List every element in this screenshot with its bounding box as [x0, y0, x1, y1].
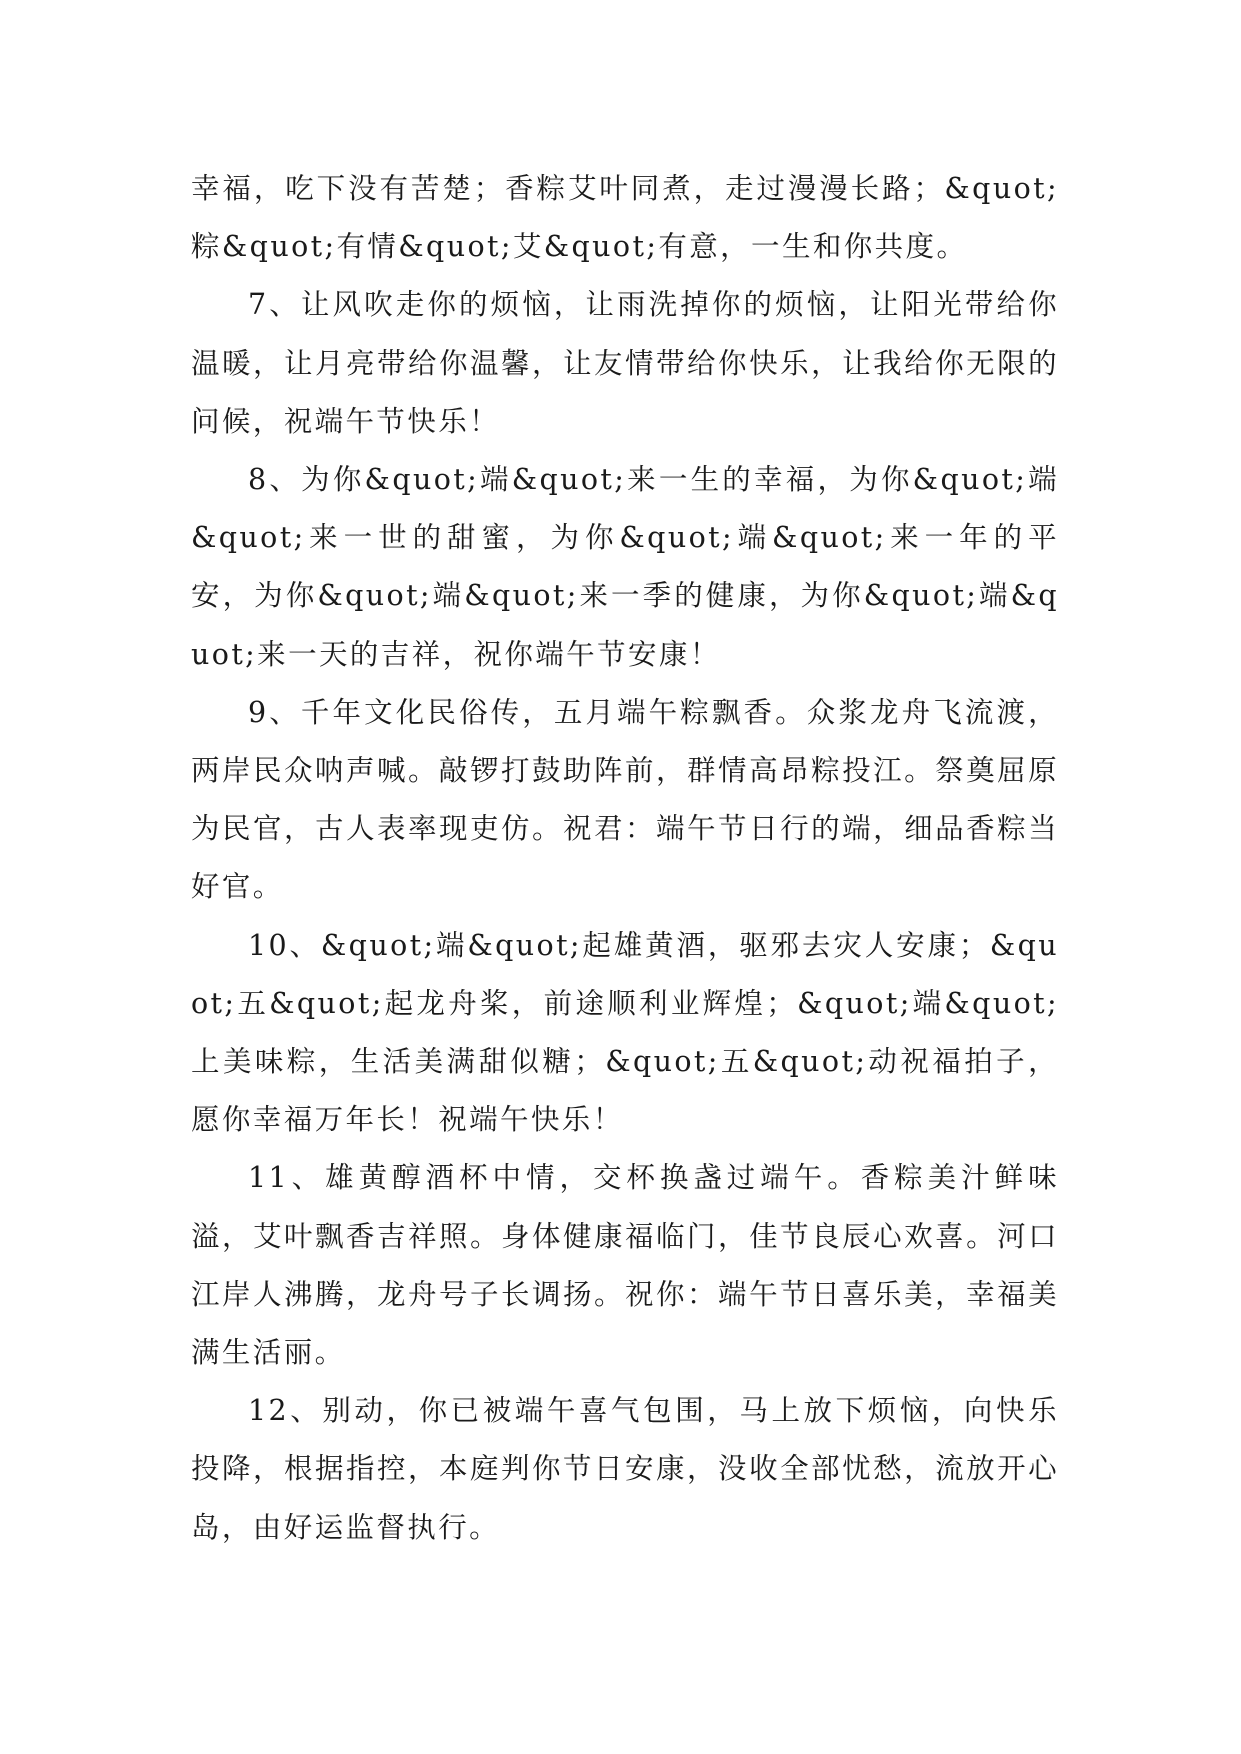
paragraph-item-11: 11、雄黄醇酒杯中情，交杯换盏过端午。香粽美汁鲜味溢，艾叶飘香吉祥照。身体健康福临门，佳节良辰心欢喜。河口江岸人沸腾，龙舟号子长调扬。祝你：端午节日喜乐美，幸福美满生活丽。 — [191, 1161, 1059, 1370]
paragraph-item-9: 9、千年文化民俗传，五月端午粽飘香。众浆龙舟飞流渡，两岸民众呐声喊。敲锣打鼓助阵前，群情高昂粽投江。祭奠屈原为民官，古人表率现吏仿。祝君：端午节日行的端，细品香粽当好官。 — [191, 695, 1059, 904]
document-body — [191, 160, 1059, 1557]
paragraph-item-10: 10、&quot;端&quot;起雄黄酒，驱邪去灾人安康；&quot;五&quot;起龙舟桨，前途顺利业辉煌；&quot;端&quot;上美味粽，生活美满甜似糖；&quot;五&quot;动祝福拍子，愿你幸福万年长！祝端午快乐！ — [191, 928, 1059, 1137]
paragraph-item-12: 12、别动，你已被端午喜气包围，马上放下烦恼，向快乐投降，根据指控，本庭判你节日安康，没收全部忧愁，流放开心岛，由好运监督执行。 — [191, 1394, 1059, 1544]
paragraph-item-8: 8、为你&quot;端&quot;来一生的幸福，为你&quot;端&quot;来一世的甜蜜，为你&quot;端&quot;来一年的平安，为你&quot;端&quot;来一季的健康，为你&quot;端&quot;来一天的吉祥，祝你端午节安康！ — [191, 463, 1059, 671]
paragraph-continued: 幸福，吃下没有苦楚；香粽艾叶同煮，走过漫漫长路；&quot;粽&quot;有情&quot;艾&quot;有意，一生和你共度。 — [191, 172, 1059, 264]
paragraph-item-7: 7、让风吹走你的烦恼，让雨洗掉你的烦恼，让阳光带给你温暖，让月亮带给你温馨，让友情带给你快乐，让我给你无限的问候，祝端午节快乐！ — [191, 288, 1059, 438]
